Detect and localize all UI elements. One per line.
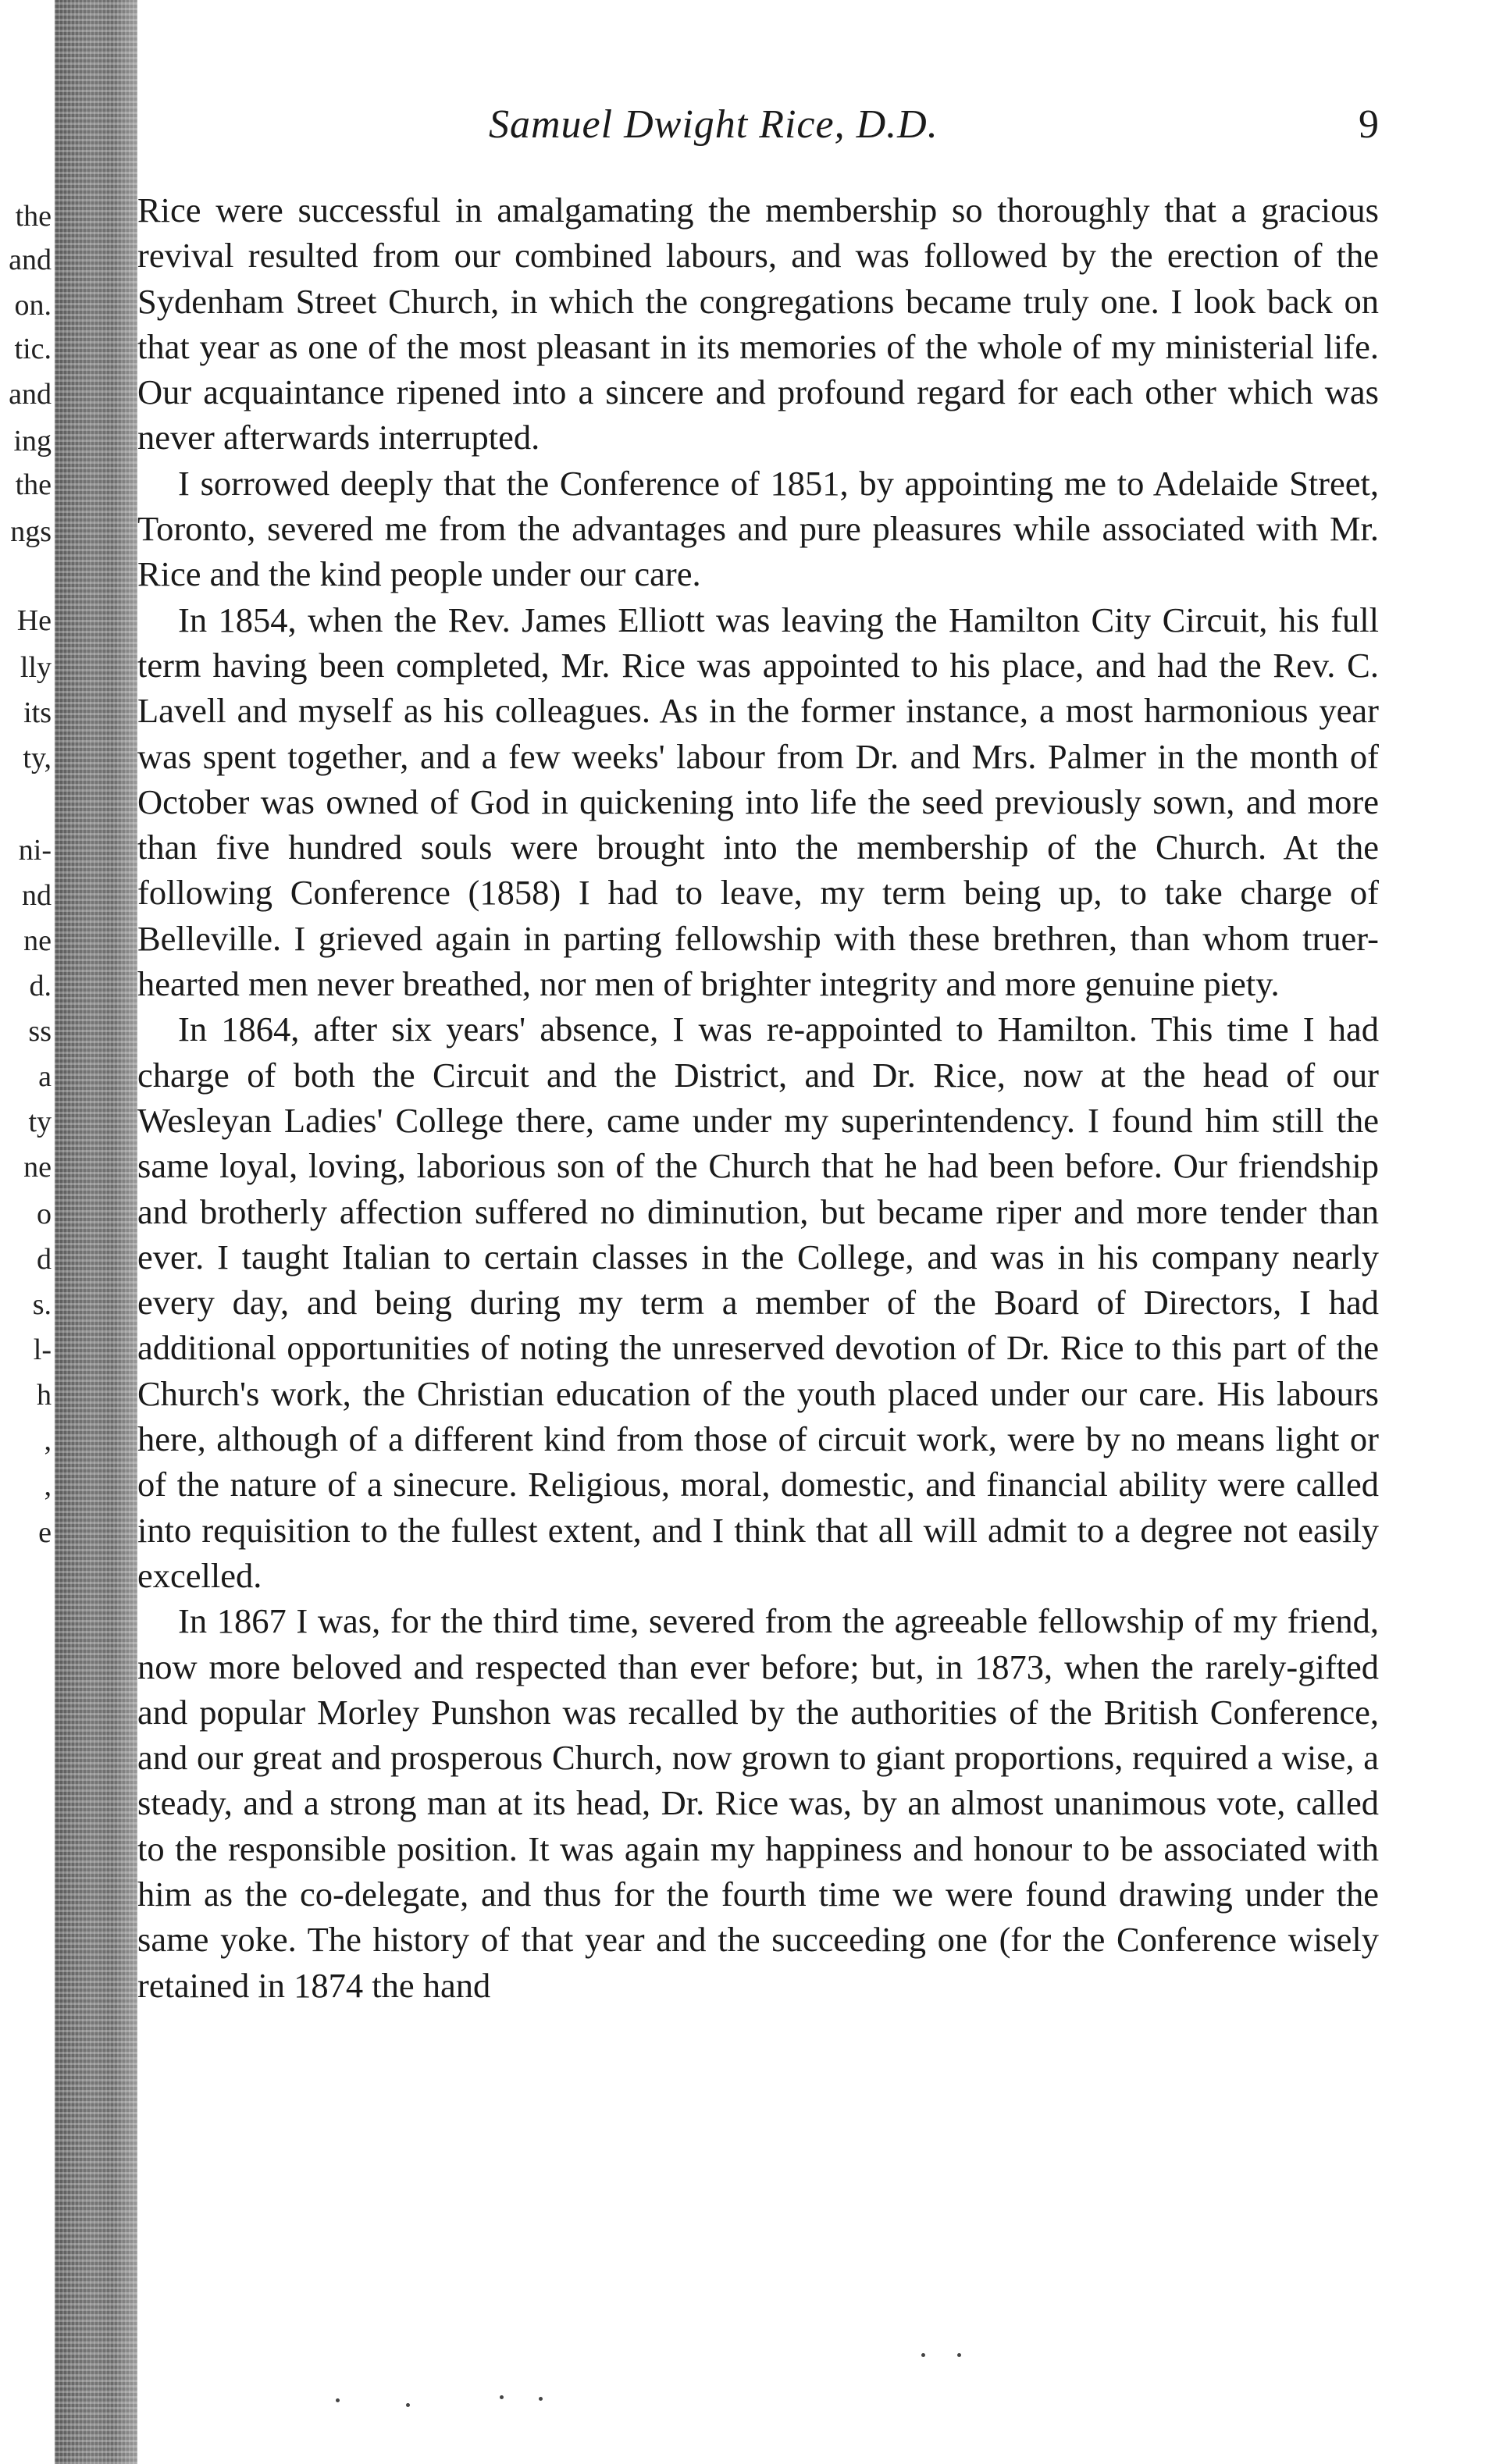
previous-page-margin xyxy=(0,0,55,2464)
binding-gutter-shadow xyxy=(55,0,137,2464)
margin-fragment: , xyxy=(44,1469,52,1502)
margin-fragment: d xyxy=(37,1243,52,1276)
scan-speck xyxy=(500,2395,504,2399)
paragraph: I sorrowed deeply that the Conference of 1851, by appointing me to Adelaide Street, Toronto, severed me from the advantages and pure pleasures while associated with Mr. Rice and the kind people under our care. xyxy=(137,463,1379,594)
margin-fragment: ni- xyxy=(18,834,52,867)
scan-specks xyxy=(0,2381,1503,2428)
margin-fragment: lly xyxy=(20,651,52,684)
margin-fragment: ne xyxy=(23,1151,52,1184)
paragraph-continuation: Rice were successful in amalgamating the membership so thoroughly that a gracious revival resulted from our combined labours, and was followed by the erection of the Sydenham Street Church, in which the congregations became truly one. I look back on that year as one of the most pleasant in its memories of the whole of my ministerial life. Our acquaintance ripened into a sincere and profound regard for each other which was never afterwards interrupted. xyxy=(137,190,1379,458)
margin-fragment: on. xyxy=(14,289,52,322)
scan-speck xyxy=(336,2398,340,2402)
margin-fragment: ty, xyxy=(23,742,52,774)
margin-fragment: h xyxy=(37,1379,52,1412)
margin-fragment: ing xyxy=(13,425,52,458)
margin-fragment: and xyxy=(9,244,52,276)
scan-speck xyxy=(957,2353,961,2357)
margin-fragment: s. xyxy=(32,1288,52,1321)
running-head: Samuel Dwight Rice, D.D. xyxy=(489,102,938,147)
body-text xyxy=(137,187,1379,2008)
scan-speck xyxy=(921,2353,925,2357)
margin-fragment: ss xyxy=(28,1015,52,1048)
margin-fragment: d. xyxy=(29,970,52,1002)
margin-fragment: the xyxy=(15,200,52,233)
margin-fragment: the xyxy=(15,468,52,501)
margin-fragment: a xyxy=(38,1060,52,1093)
margin-fragment: its xyxy=(23,696,52,729)
page-number: 9 xyxy=(1359,102,1379,147)
margin-fragment: He xyxy=(16,604,52,637)
margin-fragment: o xyxy=(37,1198,52,1230)
margin-fragment: e xyxy=(38,1516,52,1549)
margin-fragment: tic. xyxy=(14,333,52,365)
paragraph: In 1864, after six years' absence, I was re-appointed to Hamilton. This time I had charge of both the Circuit and the District, and Dr. Rice, now at the head of our Wesleyan Ladies' College there, came under my superintendency. I found him still the same loyal, loving, laborious son of the Church that he had been before. Our friendship and brotherly affection suffered no diminution, but became riper and more tender than ever. I taught Italian to certain classes in the College, and was in his company nearly every day, and being during my term a member of the Board of Directors, I had additional opportunities of noting the unreserved devotion of Dr. Rice to this part of the Church's work, the Christian education of the youth placed under our care. His labours here, although of a different kind from those of circuit work, were by no means light or of the nature of a sinecure. Religious, moral, domestic, and financial ability were called into requisition to the fullest extent, and I think that all will admit to a degree not easily excelled. xyxy=(137,1009,1379,1595)
margin-fragment: ngs xyxy=(10,515,52,548)
margin-fragment: , xyxy=(44,1424,52,1457)
margin-fragment: ty xyxy=(28,1106,52,1138)
margin-fragment: nd xyxy=(22,879,52,912)
paragraph: In 1854, when the Rev. James Elliott was leaving the Hamilton City Circuit, his full term having been completed, Mr. Rice was appointed to his place, and had the Rev. C. Lavell and myself as his colleagues. As in the former instance, a most harmonious year was spent together, and a few weeks' labour from Dr. and Mrs. Palmer in the month of October was owned of God in quickening into life the seed previously sown, and more than five hundred souls were brought into the membership of the Church. At the following Conference (1858) I had to leave, my term being up, to take charge of Belleville. I grieved again in parting fellowship with these brethren, than whom truer-hearted men never breathed, nor men of brighter integrity and more genuine piety. xyxy=(137,600,1379,1004)
page-header xyxy=(137,101,1379,151)
scan-speck xyxy=(539,2397,543,2401)
margin-fragment: and xyxy=(9,378,52,411)
scan-speck xyxy=(406,2403,410,2407)
paragraph: In 1867 I was, for the third time, severed from the agreeable fellowship of my friend, now more beloved and respected than ever before; but, in 1873, when the rarely-gifted and popular Morley Punshon was recalled by the authorities of the British Conference, and our great and prosperous Church, now grown to giant proportions, required a wise, a steady, and a strong man at its head, Dr. Rice was, by an almost unanimous vote, called to the responsible position. It was again my happiness and honour to be associated with him as the co-delegate, and thus for the fourth time we were found drawing under the same yoke. The history of that year and the succeeding one (for the Conference wisely retained in 1874 the hand xyxy=(137,1601,1379,2005)
margin-fragment: l- xyxy=(33,1333,52,1366)
margin-fragment: ne xyxy=(23,924,52,957)
